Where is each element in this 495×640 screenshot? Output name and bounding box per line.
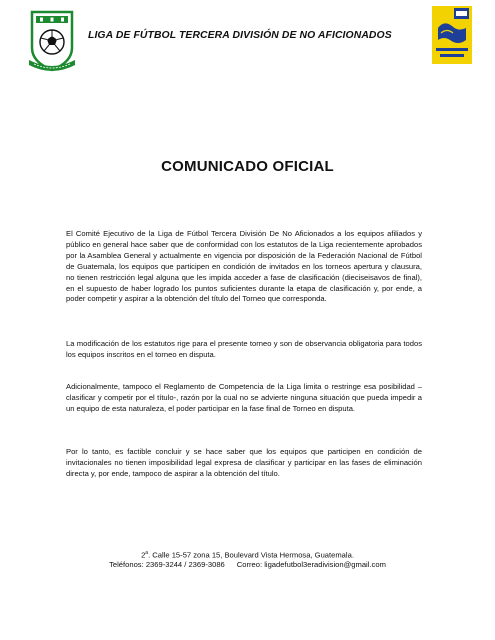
paragraph-2: La modificación de los estatutos rige para el presente torneo y son de observancia obligatoria para todos los equipos inscritos en el torneo en disputa. — [66, 339, 422, 359]
footer-email: Correo: ligadefutbol3eradivision@gmail.com — [236, 560, 386, 569]
address-number: 2 — [141, 550, 146, 560]
league-crest-soccer-ball-icon — [28, 8, 76, 76]
footer-phones: Teléfonos: 2369-3244 / 2369-3086 — [109, 560, 225, 569]
address-superscript: a — [145, 550, 149, 556]
paragraph-1: El Comité Ejecutivo de la Liga de Fútbol Tercera División De No Aficionados a los equipos afiliados y público en general hace saber que de conformidad con los estatutos de la Liga recientemente aprobados por la Asamblea General y actualmente en vigencia por disposición de la Federación Nacional de Fútbol de Guatemala, los equipos que participen en condición de invitados en los torneos apertura y clausura, no tienen restricción legal alguna que les impida acceder a fase de clasificación (dieciseisavos de final), en el supuesto de haber logrado los puntos suficientes durante la etapa de clasificación y, por ende, a poder competir y aspirar a la obtención del título del Torneo que corresponda. — [66, 229, 422, 304]
fifa-fair-play-icon — [432, 6, 472, 64]
league-name-heading: LIGA DE FÚTBOL TERCERA DIVISIÓN DE NO AFICIONADOS — [88, 30, 392, 41]
footer-contact — [0, 559, 495, 570]
paragraph-3: Adicionalmente, tampoco el Reglamento de Competencia de la Liga limita o restringe esa posibilidad –clasificar y competir por el título-, razón por la cual no se advierte ninguna situación que pueda impedir a un equipo de esta naturaleza, el poder participar en la fase final de Torneo en disputa. — [66, 382, 422, 413]
document-title: COMUNICADO OFICIAL — [161, 158, 334, 175]
letterhead — [0, 0, 495, 90]
address-street: . Calle 15-57 zona 15, Boulevard Vista Hermosa, Guatemala. — [148, 550, 354, 560]
paragraph-4: Por lo tanto, es factible concluir y se hace saber que los equipos que participen en condición de invitacionales no tienen imposibilidad legal expresa de clasificar y participar en las fases de eliminación directa y, por ende, tampoco de aspirar a la obtención del título. — [66, 447, 422, 478]
